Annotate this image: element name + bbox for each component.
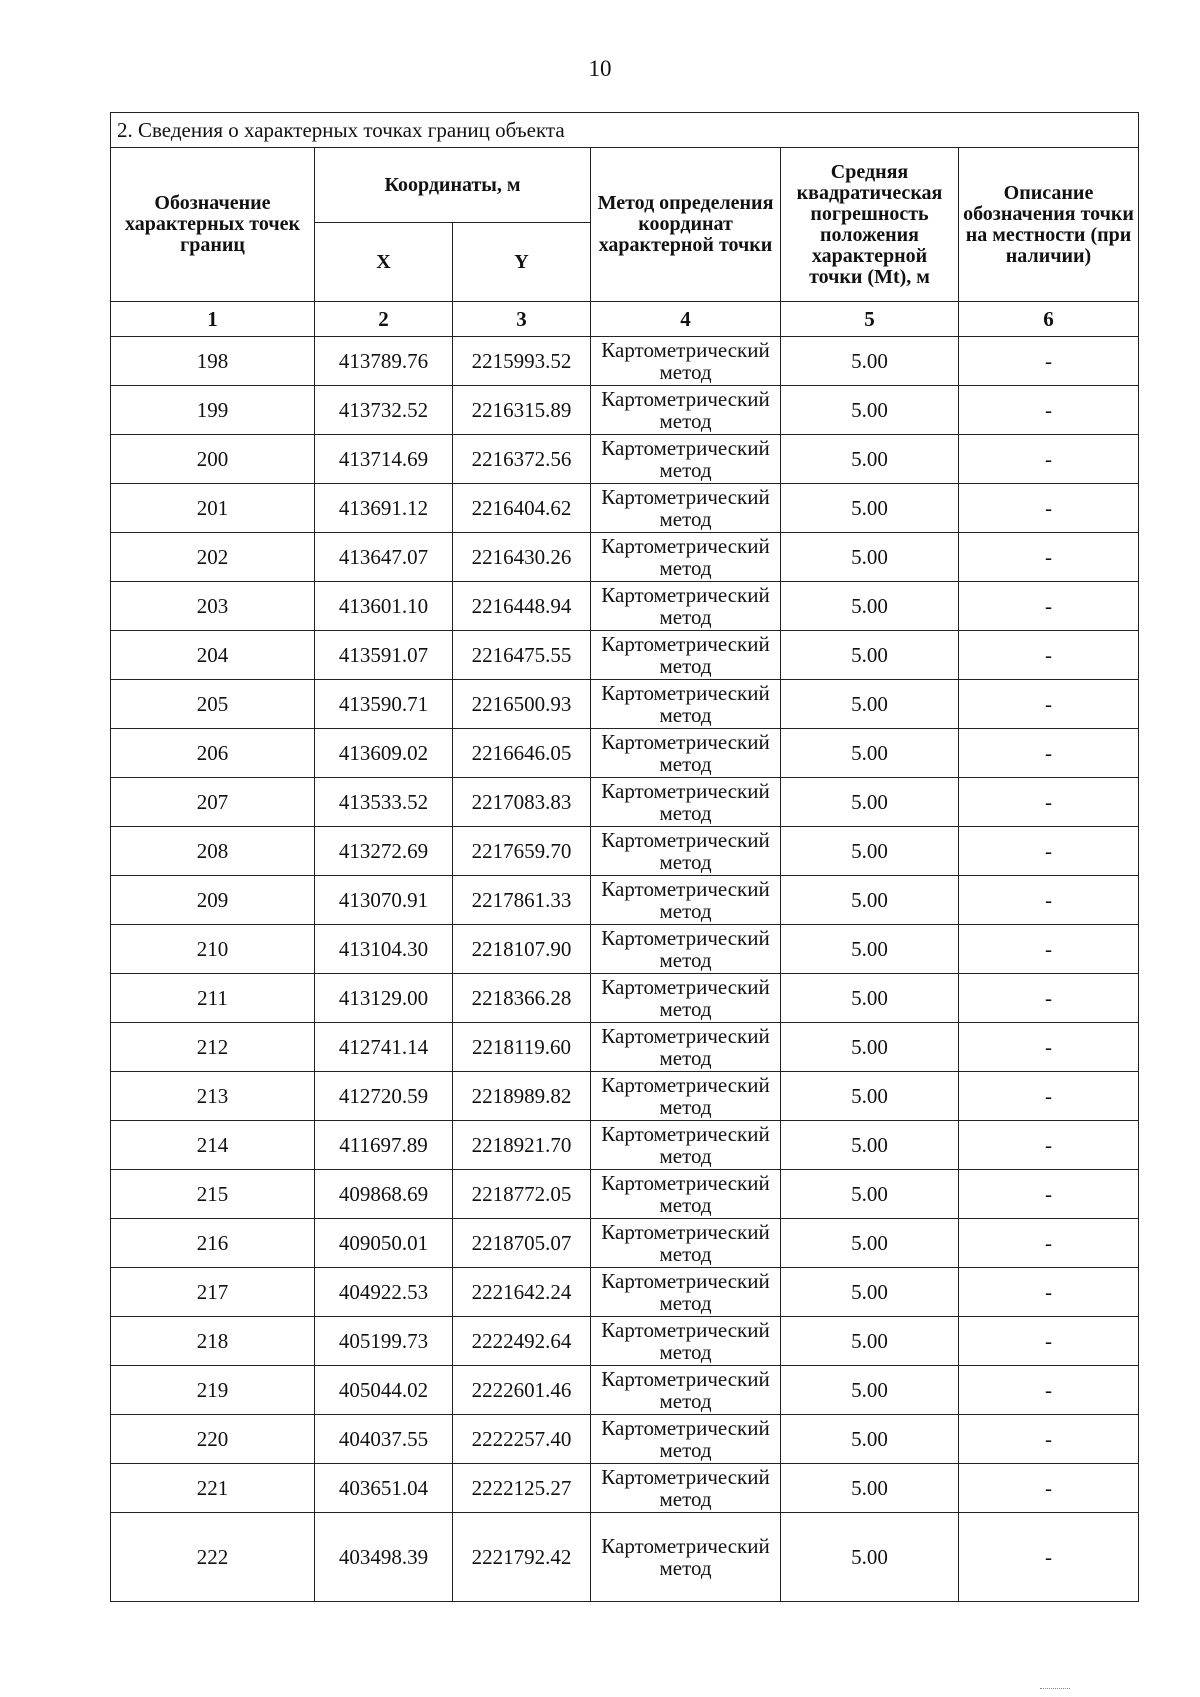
y-coordinate-cell: 2216430.26: [453, 533, 591, 582]
description-cell: -: [959, 435, 1139, 484]
table-row: [111, 827, 1139, 876]
method-line-1: Картометрический: [601, 337, 770, 362]
error-cell: 5.00: [781, 925, 959, 974]
method-line-2: метод: [659, 850, 712, 874]
table-row: [111, 1121, 1139, 1170]
method-line-1: Картометрический: [601, 680, 770, 705]
error-cell: 5.00: [781, 1121, 959, 1170]
point-id-cell: 200: [111, 435, 315, 484]
description-cell: -: [959, 1513, 1139, 1602]
method-cell: [591, 876, 781, 925]
x-coordinate-cell: 413714.69: [315, 435, 453, 484]
y-coordinate-cell: 2215993.52: [453, 337, 591, 386]
point-id-cell: 204: [111, 631, 315, 680]
description-cell: -: [959, 1170, 1139, 1219]
table-row: [111, 1366, 1139, 1415]
method-line-1: Картометрический: [601, 1533, 770, 1558]
method-cell: [591, 778, 781, 827]
point-id-cell: 216: [111, 1219, 315, 1268]
description-cell: -: [959, 1464, 1139, 1513]
x-coordinate-cell: 413732.52: [315, 386, 453, 435]
method-line-2: метод: [659, 556, 712, 580]
description-cell: -: [959, 1268, 1139, 1317]
table-row: [111, 1023, 1139, 1072]
y-coordinate-cell: 2218989.82: [453, 1072, 591, 1121]
method-cell: [591, 925, 781, 974]
point-id-cell: 201: [111, 484, 315, 533]
method-line-1: Картометрический: [601, 582, 770, 607]
boundary-points-table: [110, 112, 1139, 1602]
error-cell: 5.00: [781, 533, 959, 582]
point-id-cell: 214: [111, 1121, 315, 1170]
point-id-cell: 202: [111, 533, 315, 582]
x-coordinate-cell: 412741.14: [315, 1023, 453, 1072]
description-cell: -: [959, 1121, 1139, 1170]
error-cell: 5.00: [781, 435, 959, 484]
x-coordinate-cell: 409050.01: [315, 1219, 453, 1268]
error-cell: 5.00: [781, 484, 959, 533]
error-cell: 5.00: [781, 631, 959, 680]
table-row: [111, 925, 1139, 974]
error-cell: 5.00: [781, 1268, 959, 1317]
header-description: Описание обозначения точки на местности (при наличии): [959, 148, 1139, 302]
table-row: [111, 974, 1139, 1023]
method-line-1: Картометрический: [601, 1317, 770, 1342]
method-line-1: Картометрический: [601, 1366, 770, 1391]
point-id-cell: 211: [111, 974, 315, 1023]
header-y: Y: [453, 223, 591, 302]
method-line-1: Картометрический: [601, 1121, 770, 1146]
description-cell: -: [959, 680, 1139, 729]
method-line-2: метод: [659, 1291, 712, 1315]
page-number: 10: [588, 56, 612, 81]
method-line-2: метод: [659, 703, 712, 727]
header-designation: Обозначение характерных точек границ: [111, 148, 315, 302]
x-coordinate-cell: 405044.02: [315, 1366, 453, 1415]
method-line-2: метод: [659, 1193, 712, 1217]
y-coordinate-cell: 2218772.05: [453, 1170, 591, 1219]
table-row: [111, 778, 1139, 827]
x-coordinate-cell: 409868.69: [315, 1170, 453, 1219]
error-cell: 5.00: [781, 386, 959, 435]
description-cell: -: [959, 1366, 1139, 1415]
method-cell: [591, 1366, 781, 1415]
description-cell: -: [959, 876, 1139, 925]
point-id-cell: 198: [111, 337, 315, 386]
error-cell: 5.00: [781, 1170, 959, 1219]
table-row: [111, 435, 1139, 484]
point-id-cell: 210: [111, 925, 315, 974]
method-cell: [591, 729, 781, 778]
point-id-cell: 218: [111, 1317, 315, 1366]
y-coordinate-cell: 2221642.24: [453, 1268, 591, 1317]
x-coordinate-cell: 405199.73: [315, 1317, 453, 1366]
y-coordinate-cell: 2222492.64: [453, 1317, 591, 1366]
method-line-2: метод: [659, 458, 712, 482]
method-cell: [591, 1072, 781, 1121]
method-line-2: метод: [659, 360, 712, 384]
description-cell: -: [959, 778, 1139, 827]
y-coordinate-cell: 2222601.46: [453, 1366, 591, 1415]
point-id-cell: 207: [111, 778, 315, 827]
y-coordinate-cell: 2216404.62: [453, 484, 591, 533]
point-id-cell: 199: [111, 386, 315, 435]
method-cell: [591, 386, 781, 435]
method-line-1: Картометрический: [601, 484, 770, 509]
table-row: [111, 729, 1139, 778]
method-line-2: метод: [659, 1389, 712, 1413]
method-cell: [591, 974, 781, 1023]
method-line-1: Картометрический: [601, 435, 770, 460]
point-id-cell: 221: [111, 1464, 315, 1513]
error-cell: 5.00: [781, 1366, 959, 1415]
y-coordinate-cell: 2218705.07: [453, 1219, 591, 1268]
x-coordinate-cell: 404037.55: [315, 1415, 453, 1464]
error-cell: 5.00: [781, 582, 959, 631]
method-line-1: Картометрический: [601, 876, 770, 901]
y-coordinate-cell: 2217861.33: [453, 876, 591, 925]
method-line-1: Картометрический: [601, 925, 770, 950]
description-cell: -: [959, 484, 1139, 533]
method-line-1: Картометрический: [601, 778, 770, 803]
method-cell: [591, 1464, 781, 1513]
column-number: 6: [959, 302, 1139, 337]
point-id-cell: 217: [111, 1268, 315, 1317]
y-coordinate-cell: 2218921.70: [453, 1121, 591, 1170]
method-cell: [591, 1415, 781, 1464]
error-cell: 5.00: [781, 974, 959, 1023]
method-line-2: метод: [659, 1144, 712, 1168]
table-row: [111, 1415, 1139, 1464]
column-number: 1: [111, 302, 315, 337]
x-coordinate-cell: 404922.53: [315, 1268, 453, 1317]
y-coordinate-cell: 2222257.40: [453, 1415, 591, 1464]
header-row-1: [111, 148, 1139, 223]
x-coordinate-cell: 413609.02: [315, 729, 453, 778]
table-row: [111, 680, 1139, 729]
point-id-cell: 215: [111, 1170, 315, 1219]
x-coordinate-cell: 412720.59: [315, 1072, 453, 1121]
method-line-2: метод: [659, 752, 712, 776]
header-x: X: [315, 223, 453, 302]
point-id-cell: 206: [111, 729, 315, 778]
y-coordinate-cell: 2218366.28: [453, 974, 591, 1023]
y-coordinate-cell: 2222125.27: [453, 1464, 591, 1513]
description-cell: -: [959, 1219, 1139, 1268]
header-method: Метод определения координат характерной точки: [591, 148, 781, 302]
point-id-cell: 208: [111, 827, 315, 876]
header-coordinates: Координаты, м: [315, 148, 591, 223]
error-cell: 5.00: [781, 1072, 959, 1121]
description-cell: -: [959, 582, 1139, 631]
table-row: [111, 876, 1139, 925]
point-id-cell: 209: [111, 876, 315, 925]
y-coordinate-cell: 2221792.42: [453, 1513, 591, 1602]
method-line-1: Картометрический: [601, 827, 770, 852]
method-cell: [591, 337, 781, 386]
column-number: 5: [781, 302, 959, 337]
method-line-2: метод: [659, 1438, 712, 1462]
description-cell: -: [959, 386, 1139, 435]
method-line-2: метод: [659, 1556, 712, 1580]
method-line-1: Картометрический: [601, 533, 770, 558]
method-line-2: метод: [659, 1046, 712, 1070]
description-cell: -: [959, 974, 1139, 1023]
error-cell: 5.00: [781, 778, 959, 827]
y-coordinate-cell: 2217083.83: [453, 778, 591, 827]
method-line-2: метод: [659, 899, 712, 923]
point-id-cell: 203: [111, 582, 315, 631]
table-row: [111, 631, 1139, 680]
method-cell: [591, 1170, 781, 1219]
method-cell: [591, 1121, 781, 1170]
point-id-cell: 212: [111, 1023, 315, 1072]
error-cell: 5.00: [781, 827, 959, 876]
method-line-1: Картометрический: [601, 1464, 770, 1489]
table-row: [111, 1317, 1139, 1366]
scan-artifact: [1040, 1688, 1070, 1691]
method-cell: [591, 827, 781, 876]
error-cell: 5.00: [781, 876, 959, 925]
description-cell: -: [959, 1072, 1139, 1121]
column-number: 2: [315, 302, 453, 337]
method-line-2: метод: [659, 948, 712, 972]
y-coordinate-cell: 2216372.56: [453, 435, 591, 484]
method-cell: [591, 1317, 781, 1366]
method-line-1: Картометрический: [601, 1268, 770, 1293]
x-coordinate-cell: 403651.04: [315, 1464, 453, 1513]
method-line-1: Картометрический: [601, 386, 770, 411]
y-coordinate-cell: 2216448.94: [453, 582, 591, 631]
section-title: 2. Сведения о характерных точках границ объекта: [111, 113, 1139, 148]
method-cell: [591, 1023, 781, 1072]
description-cell: -: [959, 533, 1139, 582]
x-coordinate-cell: 413129.00: [315, 974, 453, 1023]
table-row: [111, 1072, 1139, 1121]
table-row: [111, 1513, 1139, 1602]
point-id-cell: 222: [111, 1513, 315, 1602]
column-number: 3: [453, 302, 591, 337]
method-cell: [591, 484, 781, 533]
description-cell: -: [959, 827, 1139, 876]
point-id-cell: 219: [111, 1366, 315, 1415]
x-coordinate-cell: 413533.52: [315, 778, 453, 827]
y-coordinate-cell: 2216646.05: [453, 729, 591, 778]
description-cell: -: [959, 1317, 1139, 1366]
x-coordinate-cell: 413070.91: [315, 876, 453, 925]
y-coordinate-cell: 2218107.90: [453, 925, 591, 974]
table-row: [111, 337, 1139, 386]
section-title-row: [111, 113, 1139, 148]
column-number: 4: [591, 302, 781, 337]
error-cell: 5.00: [781, 680, 959, 729]
method-line-2: метод: [659, 801, 712, 825]
y-coordinate-cell: 2216500.93: [453, 680, 591, 729]
table-row: [111, 1464, 1139, 1513]
method-line-1: Картометрический: [601, 1170, 770, 1195]
error-cell: 5.00: [781, 729, 959, 778]
x-coordinate-cell: 413691.12: [315, 484, 453, 533]
header-error: Средняя квадратическая погрешность положения характерной точки (Mt), м: [781, 148, 959, 302]
method-line-1: Картометрический: [601, 1415, 770, 1440]
description-cell: -: [959, 1415, 1139, 1464]
x-coordinate-cell: 413789.76: [315, 337, 453, 386]
method-line-2: метод: [659, 507, 712, 531]
x-coordinate-cell: 413591.07: [315, 631, 453, 680]
error-cell: 5.00: [781, 1464, 959, 1513]
method-line-1: Картометрический: [601, 631, 770, 656]
error-cell: 5.00: [781, 1415, 959, 1464]
method-line-1: Картометрический: [601, 974, 770, 999]
table-row: [111, 386, 1139, 435]
table-row: [111, 1170, 1139, 1219]
method-line-2: метод: [659, 409, 712, 433]
table-row: [111, 1268, 1139, 1317]
method-cell: [591, 435, 781, 484]
method-line-1: Картометрический: [601, 729, 770, 754]
x-coordinate-cell: 413272.69: [315, 827, 453, 876]
description-cell: -: [959, 631, 1139, 680]
point-id-cell: 220: [111, 1415, 315, 1464]
method-line-2: метод: [659, 605, 712, 629]
method-line-1: Картометрический: [601, 1072, 770, 1097]
method-cell: [591, 1268, 781, 1317]
column-numbers-row: [111, 302, 1139, 337]
method-cell: [591, 582, 781, 631]
error-cell: 5.00: [781, 1317, 959, 1366]
y-coordinate-cell: 2216475.55: [453, 631, 591, 680]
table-row: [111, 582, 1139, 631]
description-cell: -: [959, 729, 1139, 778]
method-line-2: метод: [659, 1340, 712, 1364]
method-line-2: метод: [659, 997, 712, 1021]
method-cell: [591, 533, 781, 582]
x-coordinate-cell: 411697.89: [315, 1121, 453, 1170]
x-coordinate-cell: 403498.39: [315, 1513, 453, 1602]
method-cell: [591, 1219, 781, 1268]
error-cell: 5.00: [781, 337, 959, 386]
error-cell: 5.00: [781, 1023, 959, 1072]
y-coordinate-cell: 2218119.60: [453, 1023, 591, 1072]
point-id-cell: 213: [111, 1072, 315, 1121]
error-cell: 5.00: [781, 1513, 959, 1602]
x-coordinate-cell: 413601.10: [315, 582, 453, 631]
description-cell: -: [959, 337, 1139, 386]
method-line-2: метод: [659, 654, 712, 678]
point-id-cell: 205: [111, 680, 315, 729]
method-cell: [591, 1513, 781, 1602]
description-cell: -: [959, 925, 1139, 974]
x-coordinate-cell: 413104.30: [315, 925, 453, 974]
x-coordinate-cell: 413590.71: [315, 680, 453, 729]
table-row: [111, 1219, 1139, 1268]
description-cell: -: [959, 1023, 1139, 1072]
method-cell: [591, 680, 781, 729]
method-line-1: Картометрический: [601, 1023, 770, 1048]
table-row: [111, 533, 1139, 582]
method-line-1: Картометрический: [601, 1219, 770, 1244]
method-line-2: метод: [659, 1487, 712, 1511]
method-cell: [591, 631, 781, 680]
error-cell: 5.00: [781, 1219, 959, 1268]
method-line-2: метод: [659, 1242, 712, 1266]
y-coordinate-cell: 2217659.70: [453, 827, 591, 876]
method-line-2: метод: [659, 1095, 712, 1119]
y-coordinate-cell: 2216315.89: [453, 386, 591, 435]
x-coordinate-cell: 413647.07: [315, 533, 453, 582]
table-row: [111, 484, 1139, 533]
